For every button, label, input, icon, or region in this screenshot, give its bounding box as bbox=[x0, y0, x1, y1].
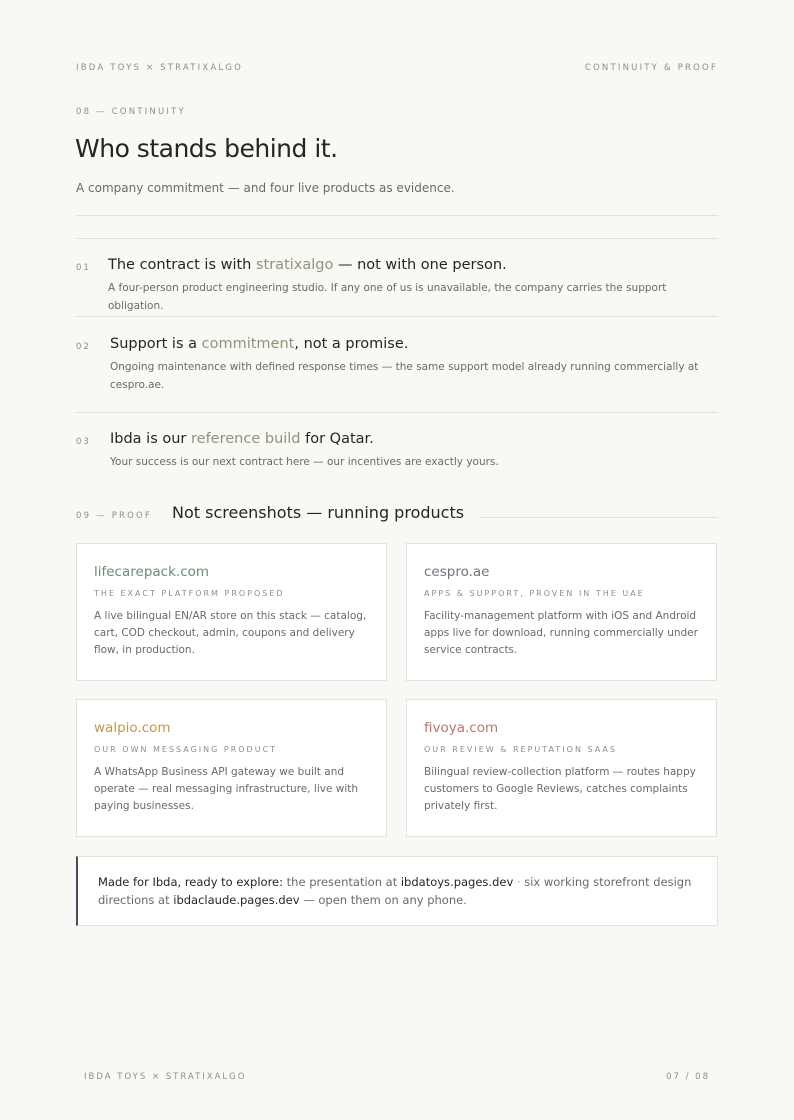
divider bbox=[76, 412, 718, 413]
callout-lead: Made for Ibda, ready to explore: bbox=[98, 875, 284, 889]
point-reference bbox=[76, 431, 718, 471]
point-number: 03 bbox=[76, 437, 91, 447]
explore-callout: Made for Ibda, ready to explore: the presentation at ibdatoys.pages.dev · six working storefront design directions at ibdaclaude.pages.dev — open them on any phone. bbox=[76, 856, 718, 926]
product-tag: OUR REVIEW & REPUTATION SAAS bbox=[424, 745, 617, 754]
product-domain: fivoya.com bbox=[424, 720, 499, 736]
point-support bbox=[76, 336, 718, 394]
product-card-fivoya bbox=[406, 699, 717, 837]
separator-dot: · bbox=[513, 875, 525, 889]
proof-header bbox=[76, 503, 718, 525]
point-number: 02 bbox=[76, 342, 91, 352]
product-tag: THE EXACT PLATFORM PROPOSED bbox=[94, 589, 285, 598]
product-card-lifecarepack bbox=[76, 543, 387, 681]
product-domain: cespro.ae bbox=[424, 564, 490, 580]
product-description: A live bilingual EN/AR store on this stack — catalog, cart, COD checkout, admin, coupons and delivery flow, in production. bbox=[94, 610, 367, 656]
product-card-walpio bbox=[76, 699, 387, 837]
point-body: Your success is our next contract here — our incentives are exactly yours. bbox=[110, 456, 499, 468]
page-footer bbox=[84, 1072, 710, 1082]
storefront-link[interactable]: ibdaclaude.pages.dev bbox=[173, 893, 300, 907]
divider bbox=[76, 238, 718, 239]
point-body: Ongoing maintenance with defined response times — the same support model already running commercially at cespro.ae. bbox=[110, 361, 699, 391]
page-subtitle: A company commitment — and four live products as evidence. bbox=[76, 181, 455, 195]
point-heading: Support is a commitment, not a promise. bbox=[110, 336, 409, 352]
header-brand: IBDA TOYS × STRATIXALGO bbox=[76, 63, 244, 73]
product-card-cespro bbox=[406, 543, 717, 681]
footer-brand: IBDA TOYS × STRATIXALGO bbox=[84, 1072, 247, 1082]
divider bbox=[76, 215, 718, 216]
product-tag: OUR OWN MESSAGING PRODUCT bbox=[94, 745, 278, 754]
page-title: Who stands behind it. bbox=[75, 134, 338, 163]
divider bbox=[479, 517, 718, 518]
product-description: Facility-management platform with iOS and Android apps live for download, running commercially under service contracts. bbox=[424, 610, 698, 656]
presentation-link[interactable]: ibdatoys.pages.dev bbox=[400, 875, 514, 889]
product-description: A WhatsApp Business API gateway we built and operate — real messaging infrastructure, live with paying businesses. bbox=[94, 766, 359, 812]
header-section: CONTINUITY & PROOF bbox=[584, 63, 718, 73]
product-description: Bilingual review-collection platform — routes happy customers to Google Reviews, catches complaints privately first. bbox=[424, 766, 696, 812]
section-kicker: 08 — CONTINUITY bbox=[76, 107, 186, 117]
product-domain: lifecarepack.com bbox=[94, 564, 210, 580]
point-heading: The contract is with stratixalgo — not with one person. bbox=[108, 257, 507, 273]
point-contract bbox=[76, 257, 718, 315]
divider bbox=[76, 316, 718, 317]
page-number: 07 / 08 bbox=[666, 1072, 710, 1082]
point-accent: commitment bbox=[201, 336, 295, 352]
product-domain: walpio.com bbox=[94, 720, 171, 736]
point-body: A four-person product engineering studio. If any one of us is unavailable, the company carries the support obligation. bbox=[108, 282, 667, 312]
running-header bbox=[76, 63, 718, 73]
point-number: 01 bbox=[76, 263, 91, 273]
point-accent: reference build bbox=[191, 431, 301, 447]
product-tag: APPS & SUPPORT, PROVEN IN THE UAE bbox=[424, 589, 645, 598]
proof-heading: Not screenshots — running products bbox=[172, 503, 465, 522]
point-accent: stratixalgo bbox=[255, 257, 334, 273]
proof-kicker: 09 — PROOF bbox=[76, 511, 153, 521]
point-heading: Ibda is our reference build for Qatar. bbox=[110, 431, 374, 447]
